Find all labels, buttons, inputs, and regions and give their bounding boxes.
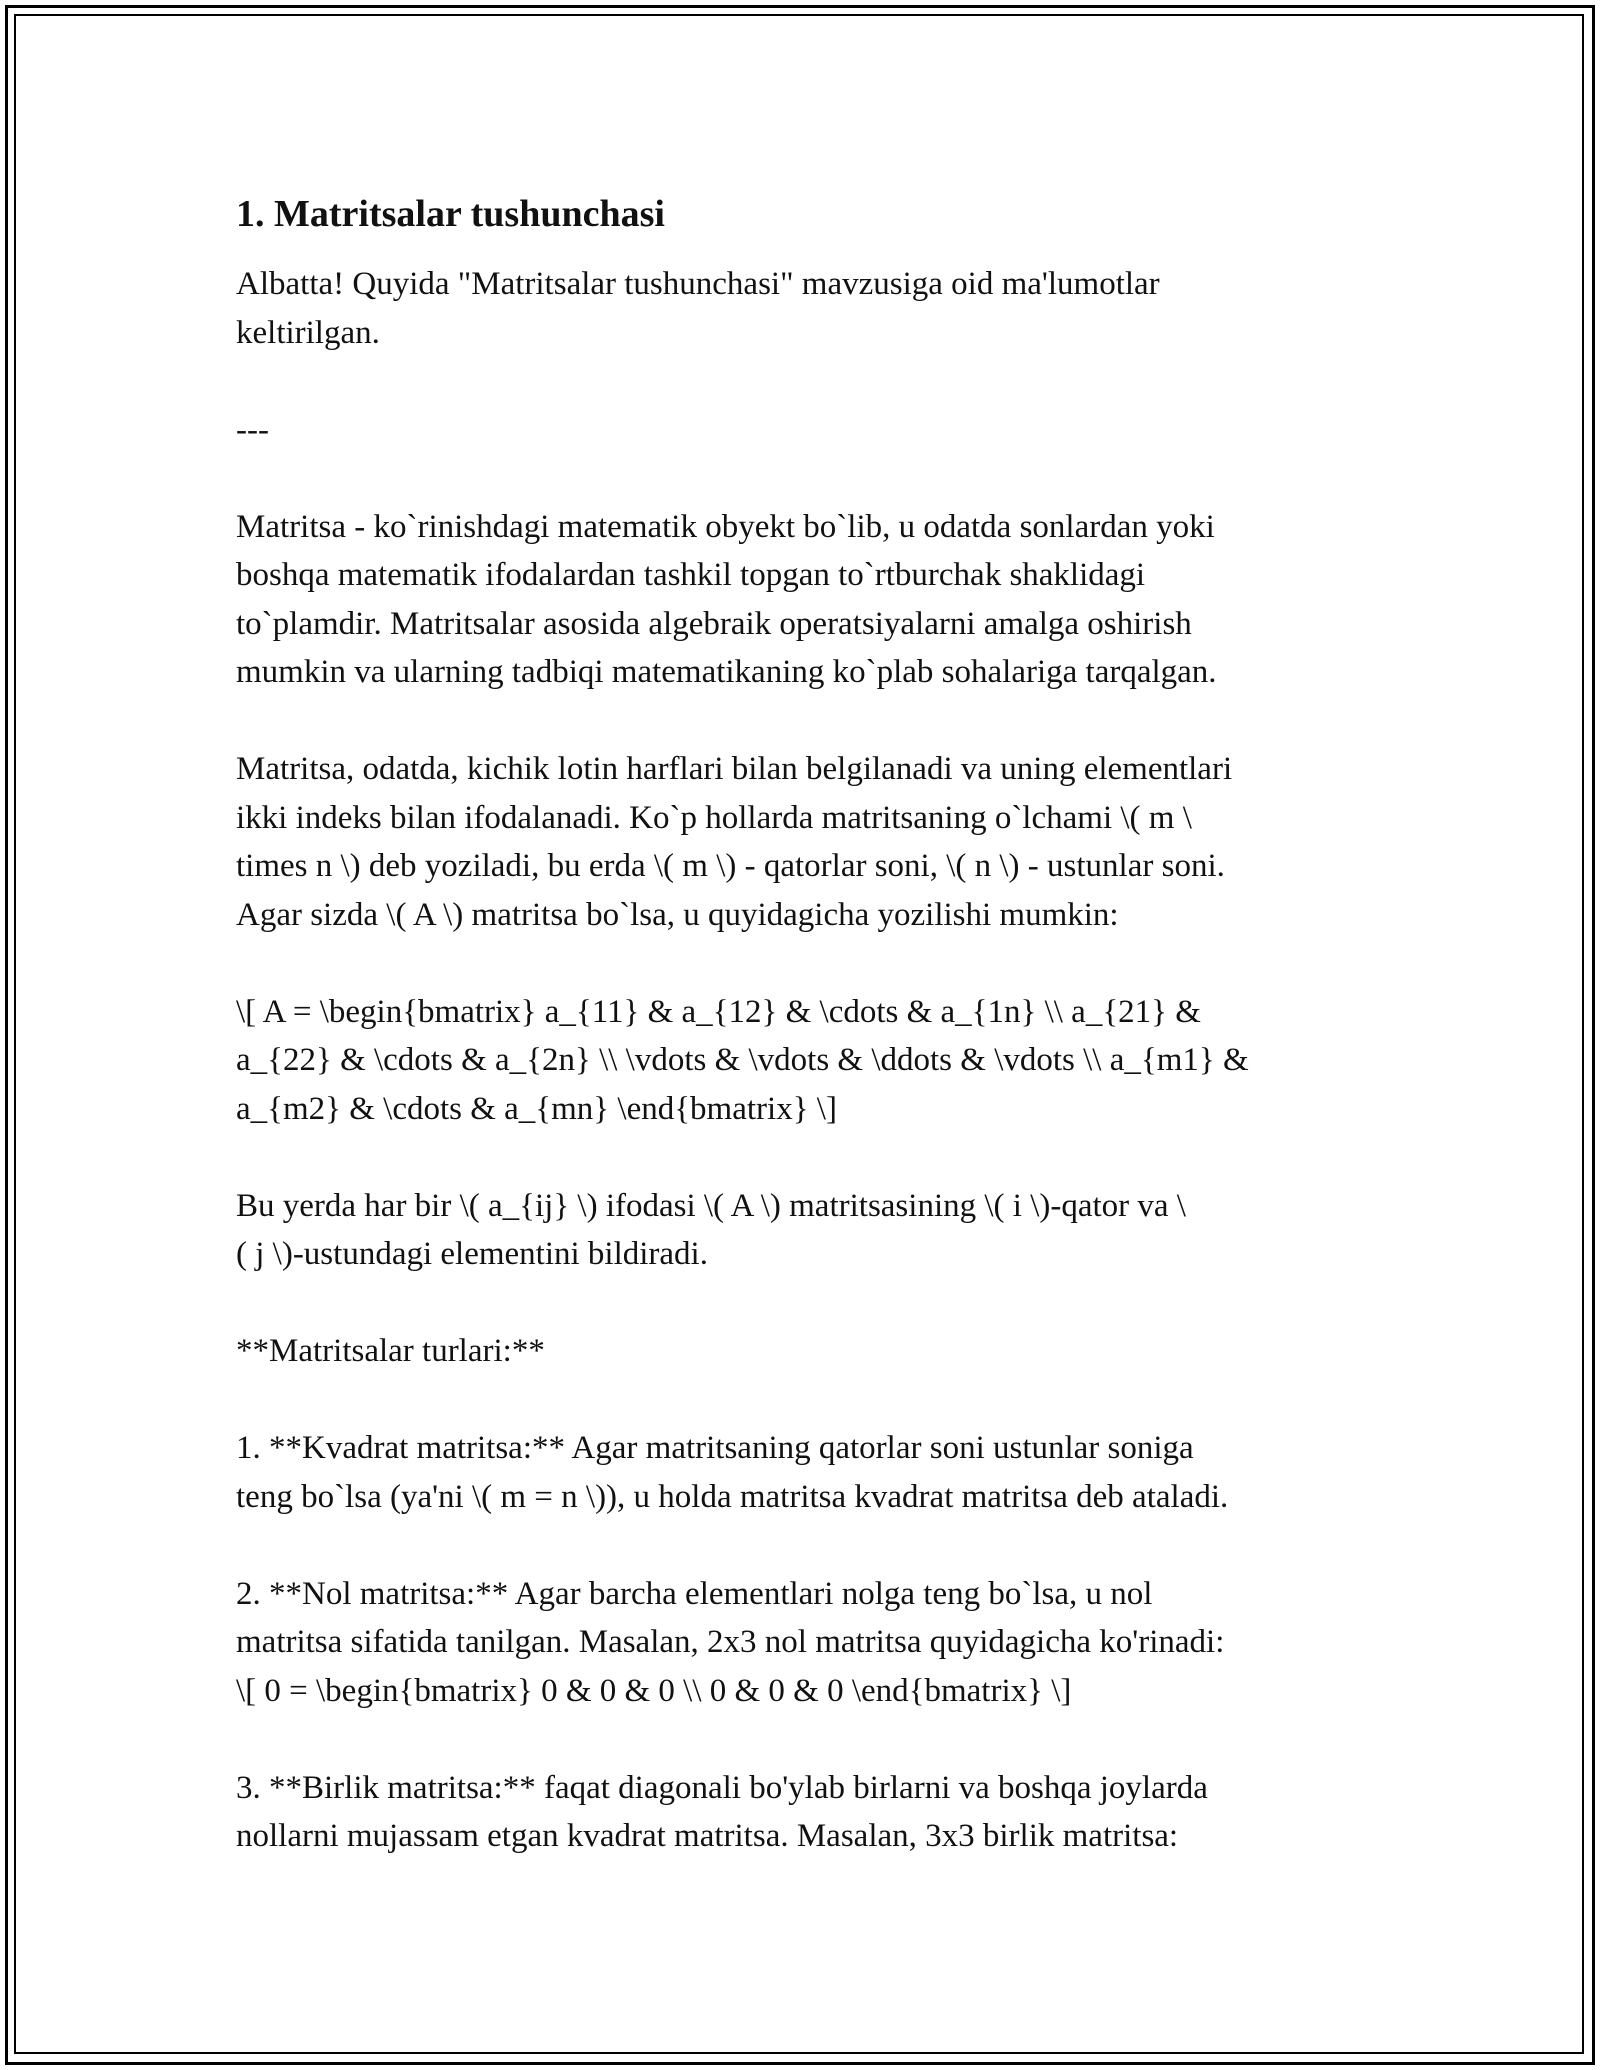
- separator-text: ---: [236, 411, 269, 448]
- notation-paragraph: Matritsa, odatda, kichik lotin harflari bilan belgilanadi va uning elementlari ikki indeks bilan ifodalanadi. Ko`p hollarda matritsaning o`lchami \( m \ times n \) deb yoziladi, bu erda \( m \) - qatorlar soni, \( n \) - ustunlar soni. Agar sizda \( A \) matritsa bo`lsa, u quyidagicha yozilishi mumkin:: [236, 751, 1233, 933]
- matrix-formula: \[ A = \begin{bmatrix} a_{11} & a_{12} & \cdots & a_{1n} \\ a_{21} & a_{22} & \cdots & a_{2n} \\ \vdots & \vdots & \ddots & \vdots \\ a_{m1} & a_{m2} & \cdots & a_{mn} \end{bmatrix} \]: [236, 993, 1249, 1127]
- list-item-identity-matrix: 3. **Birlik matritsa:** faqat diagonali bo'ylab birlarni va boshqa joylarda nollarni mujassam etgan kvadrat matritsa. Masalan, 3x3 birlik matritsa:: [236, 1769, 1208, 1854]
- document-body: [236, 186, 1386, 1861]
- element-explanation: Bu yerda har bir \( a_{ij} \) ifodasi \( A \) matritsasining \( i \)-qator va \ ( j \)-ustundagi elementini bildiradi.: [236, 1187, 1186, 1272]
- list-item-square-matrix: 1. **Kvadrat matritsa:** Agar matritsaning qatorlar soni ustunlar soniga teng bo`lsa (ya'ni \( m = n \)), u holda matritsa kvadrat matritsa deb ataladi.: [236, 1430, 1229, 1515]
- intro-paragraph: Albatta! Quyida "Matritsalar tushunchasi" mavzusiga oid ma'lumotlar keltirilgan.: [236, 266, 1160, 351]
- section-heading: 1. Matritsalar tushunchasi: [236, 193, 665, 235]
- definition-paragraph: Matritsa - ko`rinishdagi matematik obyekt bo`lib, u odatda sonlardan yoki boshqa matematik ifodalardan tashkil topgan to`rtburchak shaklidagi to`plamdir. Matritsalar asosida algebraik operatsiyalarni amalga oshirish mumkin va ularning tadbiqi matematikaning ko`plab sohalariga tarqalgan.: [236, 508, 1217, 690]
- list-item-zero-matrix: 2. **Nol matritsa:** Agar barcha elementlari nolga teng bo`lsa, u nol matritsa sifatida tanilgan. Masalan, 2x3 nol matritsa quyidagicha ko'rinadi: \[ 0 = \begin{bmatrix} 0 & 0 & 0 \\ 0 & 0 & 0 \end{bmatrix} \]: [236, 1575, 1225, 1709]
- types-heading: **Matritsalar turlari:**: [236, 1333, 545, 1369]
